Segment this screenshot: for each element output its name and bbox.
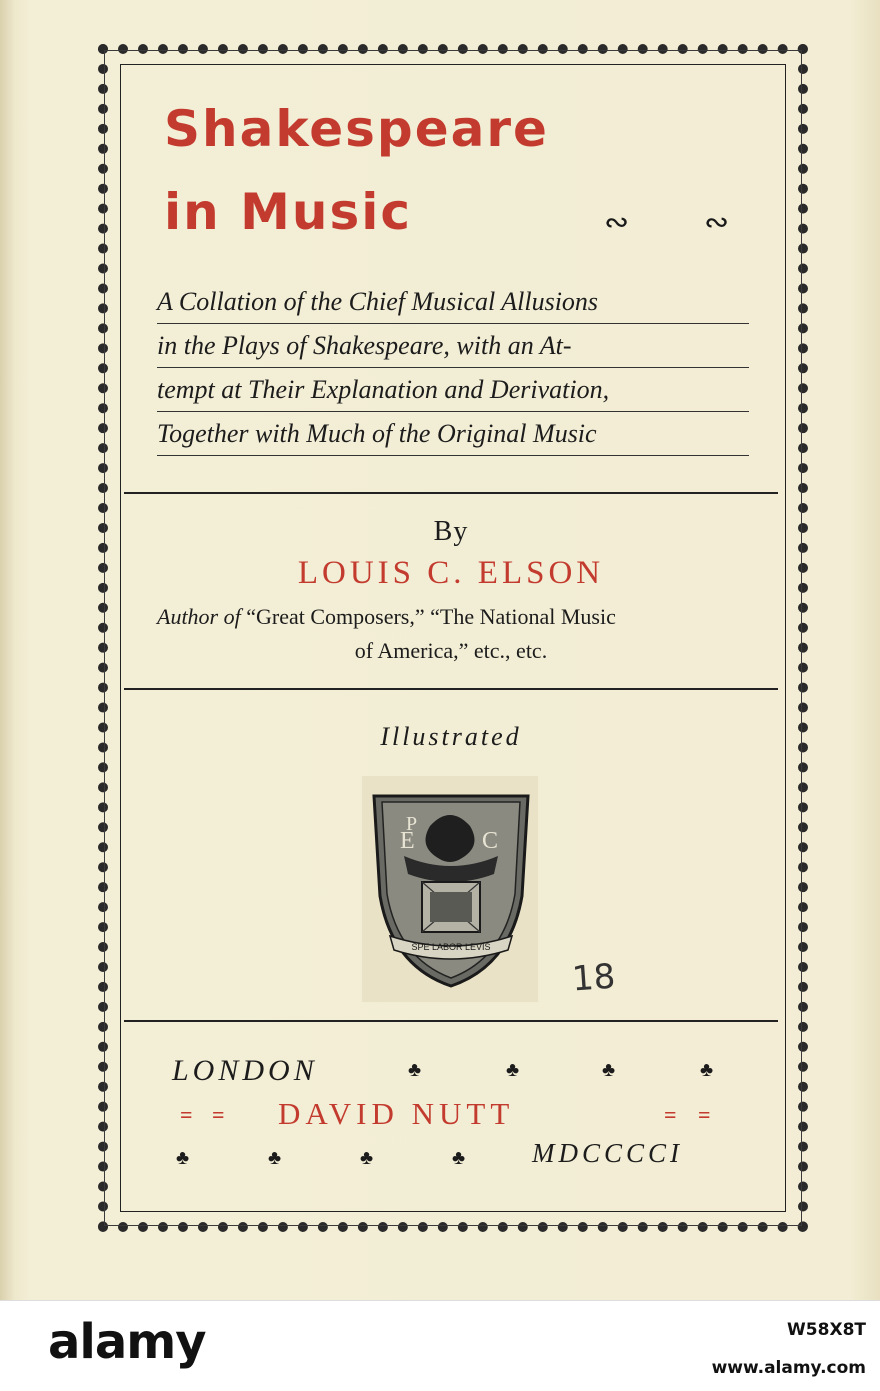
trefoil-ornament-icon: ♣ [452,1147,466,1169]
subtitle-line: A Collation of the Chief Musical Allusions [157,280,749,324]
stock-image-id: W58X8T [787,1320,866,1340]
trefoil-ornament-icon: ♣ [408,1059,422,1081]
trefoil-ornament-icon: ♣ [602,1059,616,1081]
trefoil-ornament-icon: ♣ [360,1147,374,1169]
emblem-letter-e: E [400,828,415,854]
emblem-letter-c: C [482,828,499,854]
title-line-2: in Music [164,183,413,241]
illustrated-label: Illustrated [380,722,522,751]
stock-url: www.alamy.com [711,1358,866,1379]
title-line-1: Shakespeare [164,100,549,158]
imprint-year: MDCCCCI [532,1138,684,1168]
works-line-2: of America,” etc., etc. [354,638,548,663]
dash-ornament-icon: = [664,1102,677,1127]
subtitle-line: Together with Much of the Original Music [157,412,749,456]
subtitle-line: tempt at Their Explanation and Derivation, [157,368,749,412]
trefoil-ornament-icon: ♣ [176,1147,190,1169]
trefoil-ornament-icon: ♣ [700,1059,714,1081]
emblem-letter-p: P [406,813,418,835]
trefoil-ornament-icon: ♣ [506,1059,520,1081]
section-rule [124,1020,778,1022]
section-rule [124,688,778,690]
works-prefix: Author of [157,604,241,629]
dash-ornament-icon: = [180,1102,193,1127]
trefoil-ornament-icon: ♣ [268,1147,282,1169]
dash-ornament-icon: = [212,1102,225,1127]
scroll-ornament-icon: ∾ [604,206,630,239]
heraldic-shield-icon [370,786,532,990]
section-rule [124,492,778,494]
stock-logo: alamy [48,1314,206,1370]
subtitle-line: in the Plays of Shakespeare, with an At- [157,324,749,368]
imprint-city: LONDON [172,1054,318,1087]
author-name: LOUIS C. ELSON [297,555,605,591]
page-edge [0,0,14,1300]
scroll-ornament-icon: ∾ [704,206,730,239]
emblem-motto: SPE LABOR LEVIS [411,942,491,952]
handwritten-mark: 18 [570,956,617,1000]
imprint-publisher: DAVID NUTT [278,1096,515,1131]
works-line-1: “Great Composers,” “The National Music [246,604,616,629]
author-works [157,604,749,630]
stock-info [712,1320,866,1379]
dash-ornament-icon: = [698,1102,711,1127]
by-label: By [433,516,469,547]
